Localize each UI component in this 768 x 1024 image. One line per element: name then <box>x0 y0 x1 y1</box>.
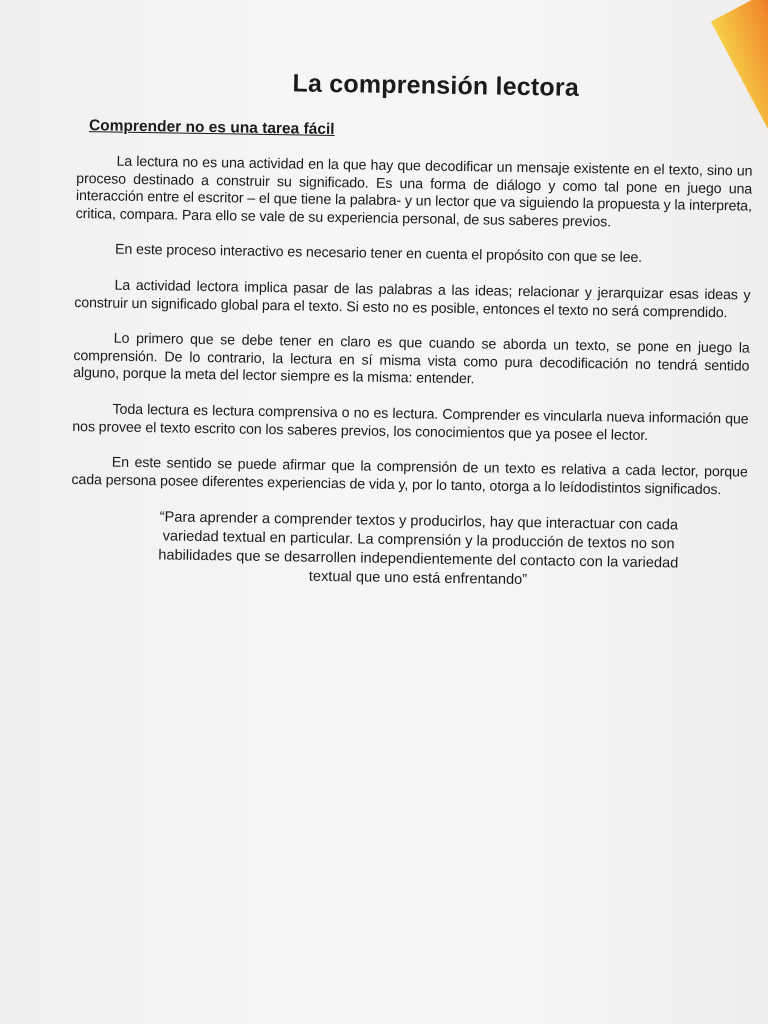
paragraph-3: La actividad lectora implica pasar de las palabras a las ideas; relacionar y jerarquizar esas ideas y construir un significado global para el texto. Si esto no es posible, entonces el texto no será comprendido. <box>74 277 751 321</box>
paragraph-6: En este sentido se puede afirmar que la comprensión de un texto es relativa a cada lector, porque cada persona posee diferentes experiencias de vida y, por lo tanto, otorga a lo leídodistintos significados. <box>71 454 748 498</box>
page-title: La comprensión lectora <box>292 69 580 102</box>
closing-quote: “Para aprender a comprender textos y producirlos, hay que interactuar con cada variedad textual en particular. La comprensión y la producción de textos no son habilidades que se desarrollen independientemente del contacto con la variedad textual que uno está enfrentando” <box>158 509 679 589</box>
paragraph-1: La lectura no es una actividad en la que hay que decodificar un mensaje existente en el texto, sino un proceso destinado a construir su significado. Es una forma de diálogo y como tal pone en juego una interacción entre el escritor – el que tiene la palabra- y un lector que va siguiendo la propuesta y la interpreta, critica, compara. Para ello se vale de su experiencia personal, de sus saberes previos. <box>75 153 753 231</box>
paragraph-2: En este proceso interactivo es necesario tener en cuenta el propósito con que se lee. <box>114 241 643 267</box>
section-subtitle: Comprender no es una tarea fácil <box>88 117 335 139</box>
document-content <box>70 66 754 594</box>
paragraph-4: Lo primero que se debe tener en claro es que cuando se aborda un texto, se pone en juego la comprensión. De lo contrario, la lectura en sí misma vista como pura decodificación no tendrá sentido alguno, porque la meta del lector siempre es la misma: entender. <box>73 330 750 388</box>
paragraph-5: Toda lectura es lectura comprensiva o no es lectura. Comprender es vincularla nueva información que nos provee el texto escrito con los saberes previos, los conocimientos que ya posee el lector. <box>72 401 749 444</box>
